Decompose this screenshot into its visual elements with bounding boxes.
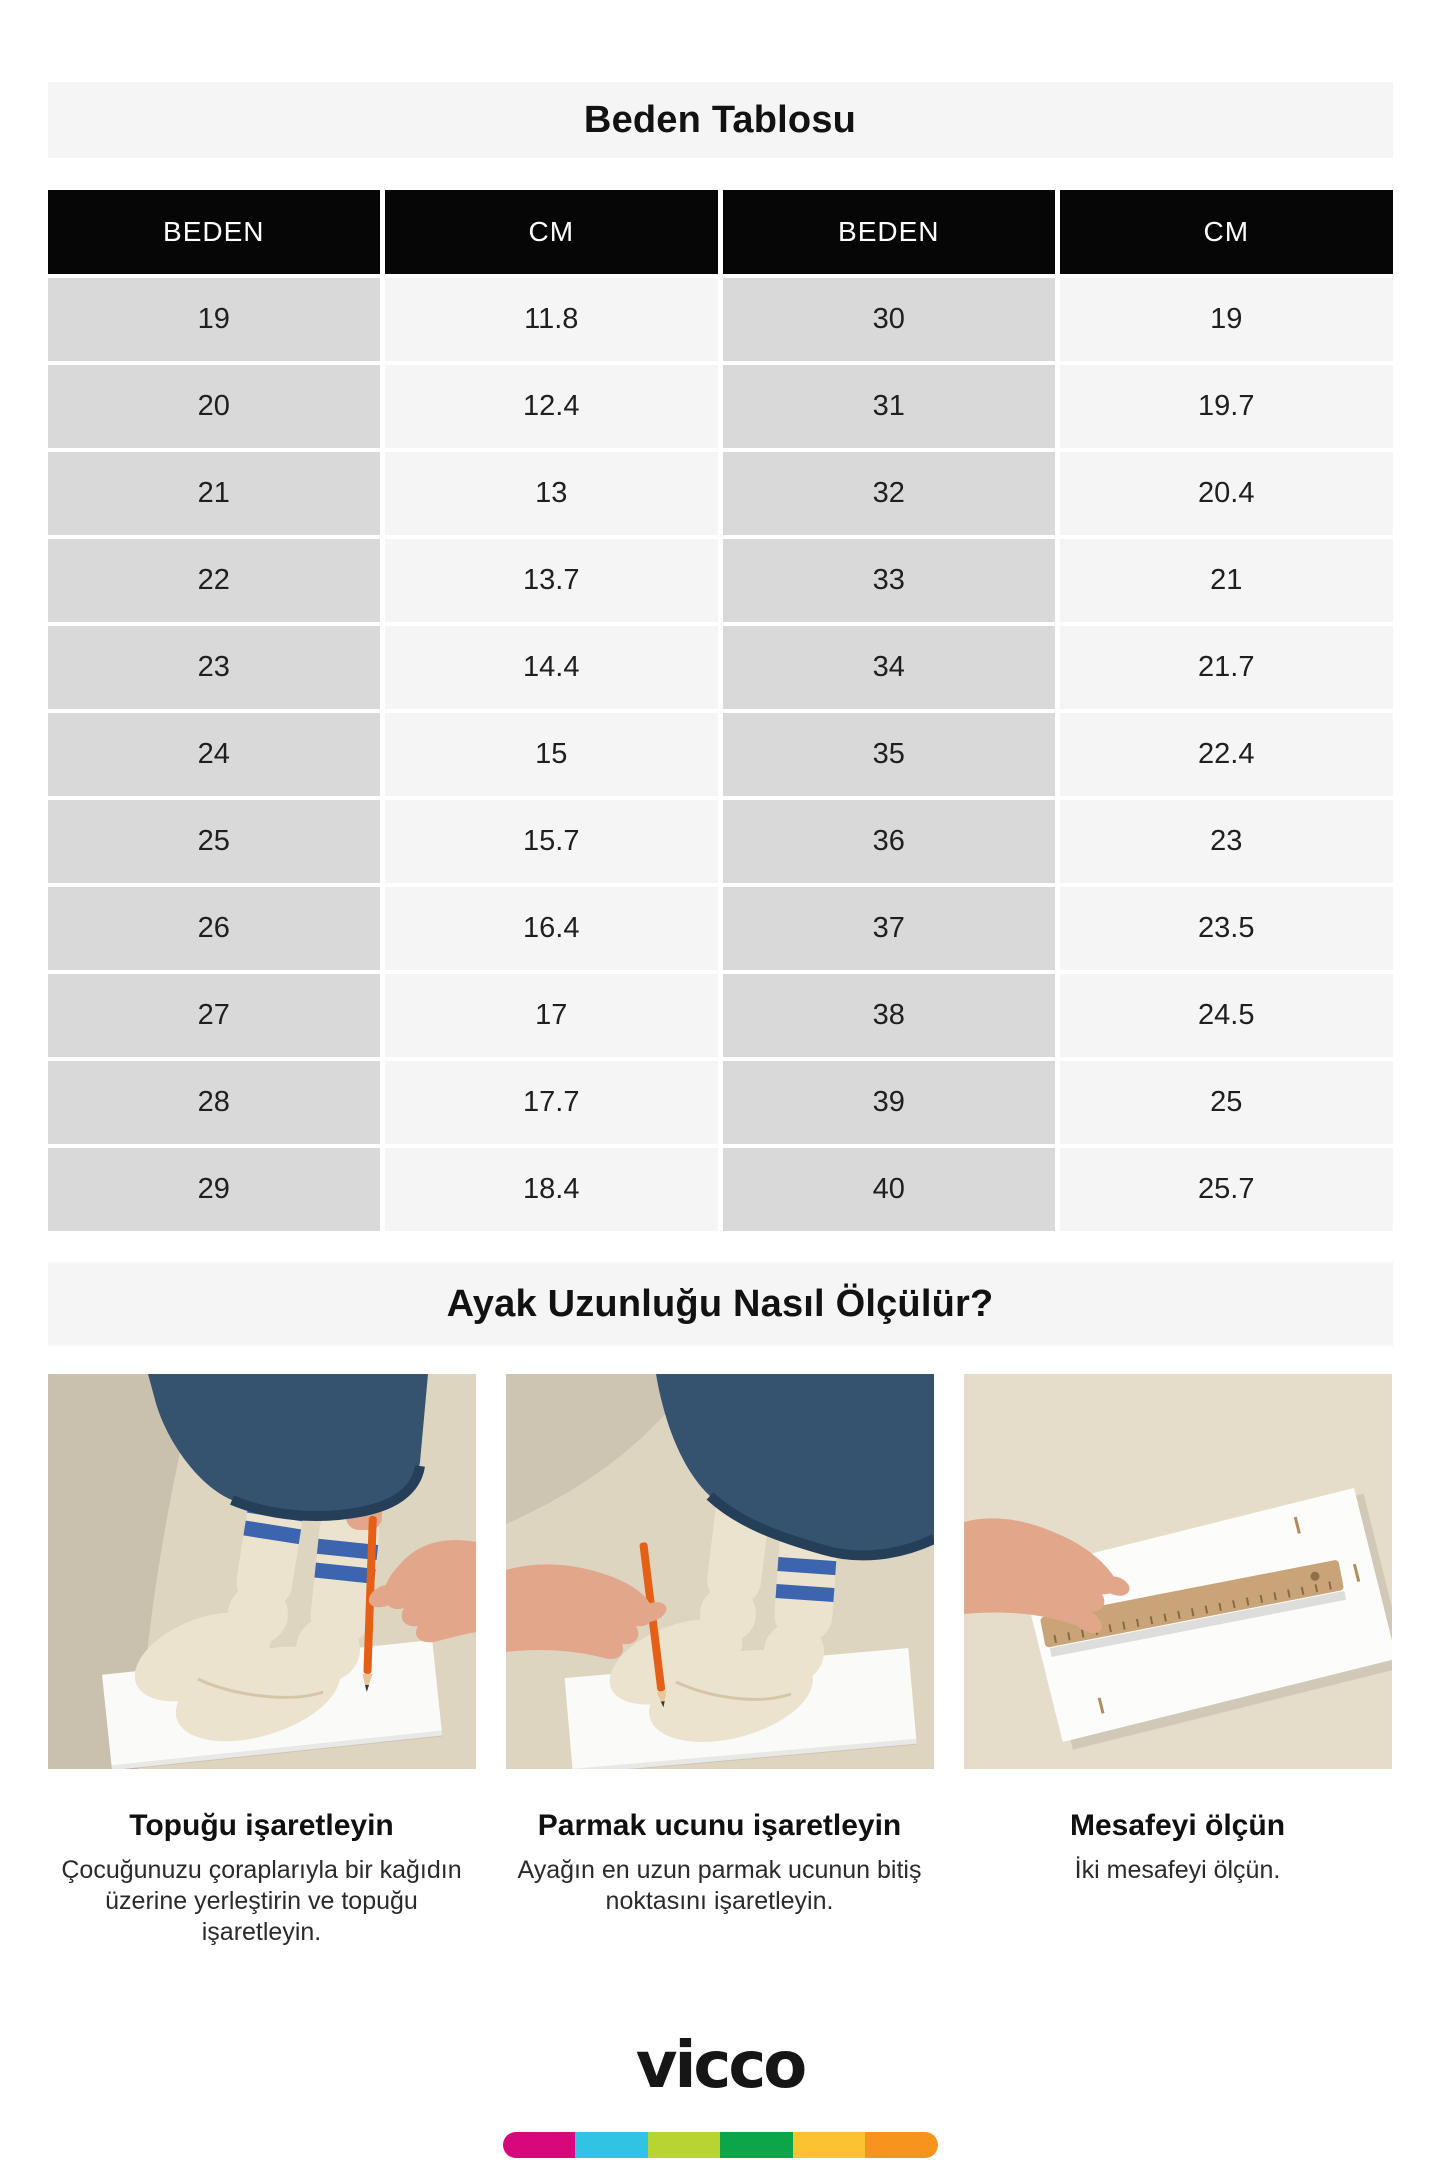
table-cell: 38 [723,974,1056,1057]
column-header: CM [1060,190,1393,274]
table-cell: 18.4 [385,1148,718,1231]
table-cell: 17 [385,974,718,1057]
table-cell: 25.7 [1060,1148,1393,1231]
table-cell: 23.5 [1060,887,1393,970]
bar-segment-green [720,2132,793,2158]
vicco-logo-wordmark: vicco [635,2029,805,2103]
column-header: BEDEN [48,190,381,274]
table-cell: 23 [48,626,381,709]
table-cell: 21 [1060,539,1393,622]
bar-segment-orange [865,2132,938,2158]
step-title: Topuğu işaretleyin [129,1809,394,1842]
table-cell: 11.8 [385,278,718,361]
how-to-title: Ayak Uzunluğu Nasıl Ölçülür? [446,1282,994,1325]
how-to-captions-row [48,1808,1393,1948]
mark-toe-illustration [506,1374,934,1769]
table-cell: 12.4 [385,365,718,448]
table-cell: 17.7 [385,1061,718,1144]
table-cell: 19 [1060,278,1393,361]
size-table-title: Beden Tablosu [583,98,857,141]
table-cell: 15.7 [385,800,718,883]
size-table-title-band [48,82,1393,158]
table-cell: 22.4 [1060,713,1393,796]
step-caption-mark-toe [506,1808,934,1948]
mark-heel-illustration [48,1374,476,1769]
step-description: Ayağın en uzun parmak ucunun bitiş noktasını işaretleyin. [517,1856,922,1915]
table-cell: 40 [723,1148,1056,1231]
step-description: İki mesafeyi ölçün. [1074,1856,1281,1884]
how-to-title-band [48,1262,1393,1346]
table-cell: 36 [723,800,1056,883]
table-cell: 37 [723,887,1056,970]
table-cell: 24 [48,713,381,796]
table-cell: 25 [1060,1061,1393,1144]
table-cell: 20 [48,365,381,448]
step-caption-measure [964,1808,1392,1948]
measure-illustration [964,1374,1392,1769]
size-guide-content [48,82,1393,1948]
step-photo-mark-toe [506,1374,934,1769]
brand-rainbow-bar [503,2132,938,2158]
step-photo-mark-heel [48,1374,476,1769]
brand-footer [0,2028,1440,2158]
step-title: Mesafeyi ölçün [1069,1809,1286,1842]
table-cell: 35 [723,713,1056,796]
table-cell: 14.4 [385,626,718,709]
step-title: Parmak ucunu işaretleyin [537,1809,902,1842]
table-cell: 20.4 [1060,452,1393,535]
table-cell: 19.7 [1060,365,1393,448]
bar-segment-amber [793,2132,866,2158]
table-cell: 26 [48,887,381,970]
bar-segment-magenta [503,2132,576,2158]
table-cell: 13.7 [385,539,718,622]
table-cell: 16.4 [385,887,718,970]
size-table [48,190,1393,1231]
table-cell: 19 [48,278,381,361]
table-cell: 32 [723,452,1056,535]
table-cell: 15 [385,713,718,796]
table-cell: 31 [723,365,1056,448]
bar-segment-cyan [575,2132,648,2158]
table-cell: 25 [48,800,381,883]
table-cell: 13 [385,452,718,535]
table-cell: 29 [48,1148,381,1231]
table-cell: 27 [48,974,381,1057]
step-photo-measure-ruler [964,1374,1392,1769]
table-cell: 39 [723,1061,1056,1144]
table-cell: 30 [723,278,1056,361]
bar-segment-lime [648,2132,721,2158]
table-cell: 34 [723,626,1056,709]
step-caption-mark-heel [48,1808,476,1948]
table-cell: 22 [48,539,381,622]
step-description: Çocuğunuzu çoraplarıyla bir kağıdın üzerine yerleştirin ve topuğu işaretleyin. [61,1856,462,1946]
column-header: CM [385,190,718,274]
table-cell: 23 [1060,800,1393,883]
column-header: BEDEN [723,190,1056,274]
table-cell: 21.7 [1060,626,1393,709]
table-cell: 24.5 [1060,974,1393,1057]
table-cell: 33 [723,539,1056,622]
table-cell: 28 [48,1061,381,1144]
how-to-photos-row [48,1374,1393,1769]
table-cell: 21 [48,452,381,535]
